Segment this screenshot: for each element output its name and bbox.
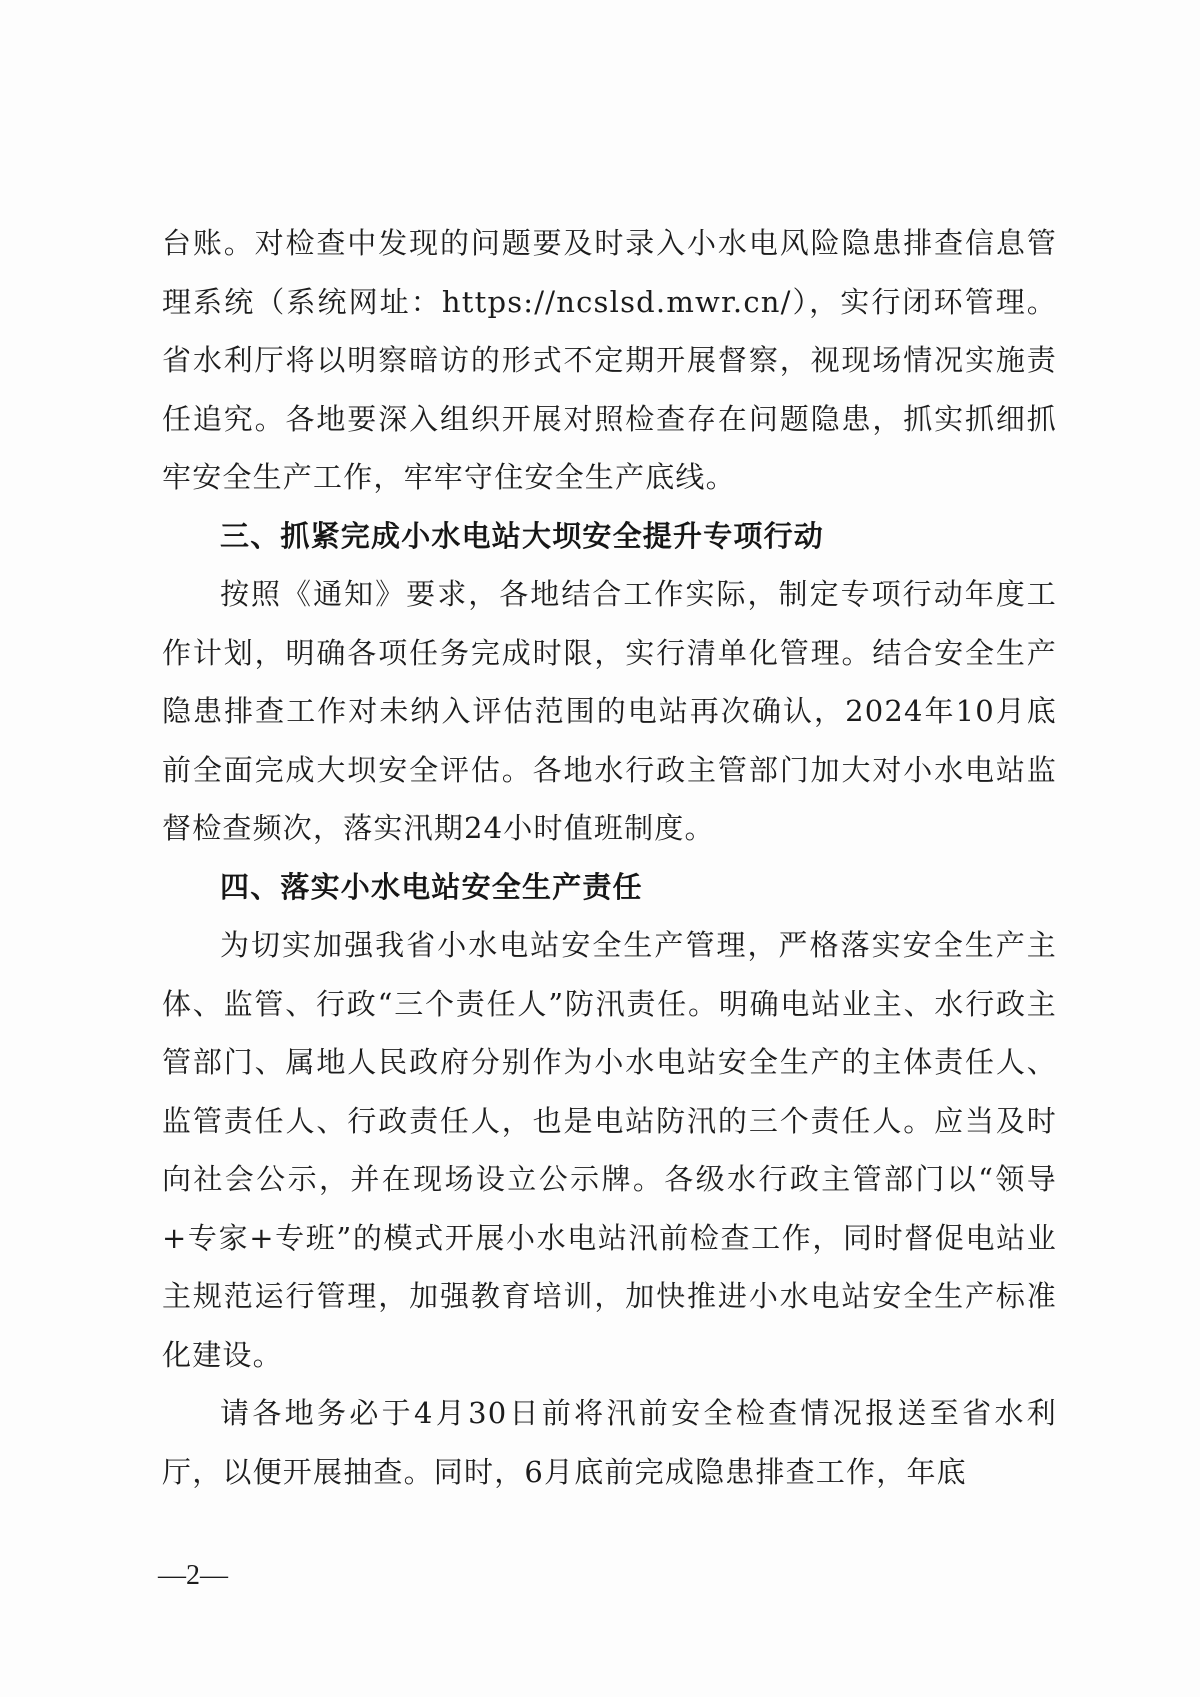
page-number: —2— <box>158 1560 228 1591</box>
paragraph-deadline: 请各地务必于4月30日前将汛前安全检查情况报送至省水利厅，以便开展抽查。同时，6月底前完成隐患排查工作，年底 <box>162 1396 1057 1489</box>
paragraph-dam-safety: 按照《通知》要求，各地结合工作实际，制定专项行动年度工作计划，明确各项任务完成时限，实行清单化管理。结合安全生产隐患排查工作对未纳入评估范围的电站再次确认，2024年10月底前全面完成大坝安全评估。各地水行政主管部门加大对小水电站监督检查频次，落实汛期24小时值班制度。 <box>162 577 1057 845</box>
section-heading-3: 三、抓紧完成小水电站大坝安全提升专项行动 <box>220 518 825 553</box>
paragraph-responsibility: 为切实加强我省小水电站安全生产管理，严格落实安全生产主体、监管、行政“三个责任人”防汛责任。明确电站业主、水行政主管部门、属地人民政府分别作为小水电站安全生产的主体责任人、监管责任人、行政责任人，也是电站防汛的三个责任人。应当及时向社会公示，并在现场设立公示牌。各级水行政主管部门以“领导+专家+专班”的模式开展小水电站汛前检查工作，同时督促电站业主规范运行管理，加强教育培训，加快推进小水电站安全生产标准化建设。 <box>162 928 1057 1372</box>
section-heading-4: 四、落实小水电站安全生产责任 <box>220 869 643 904</box>
paragraph-continuation: 台账。对检查中发现的问题要及时录入小水电风险隐患排查信息管理系统（系统网址：https://ncslsd.mwr.cn/），实行闭环管理。省水利厅将以明察暗访的形式不定期开展督察，视现场情况实施责任追究。各地要深入组织开展对照检查存在问题隐患，抓实抓细抓牢安全生产工作，牢牢守住安全生产底线。 <box>162 226 1057 494</box>
document-body <box>162 214 1057 1501</box>
